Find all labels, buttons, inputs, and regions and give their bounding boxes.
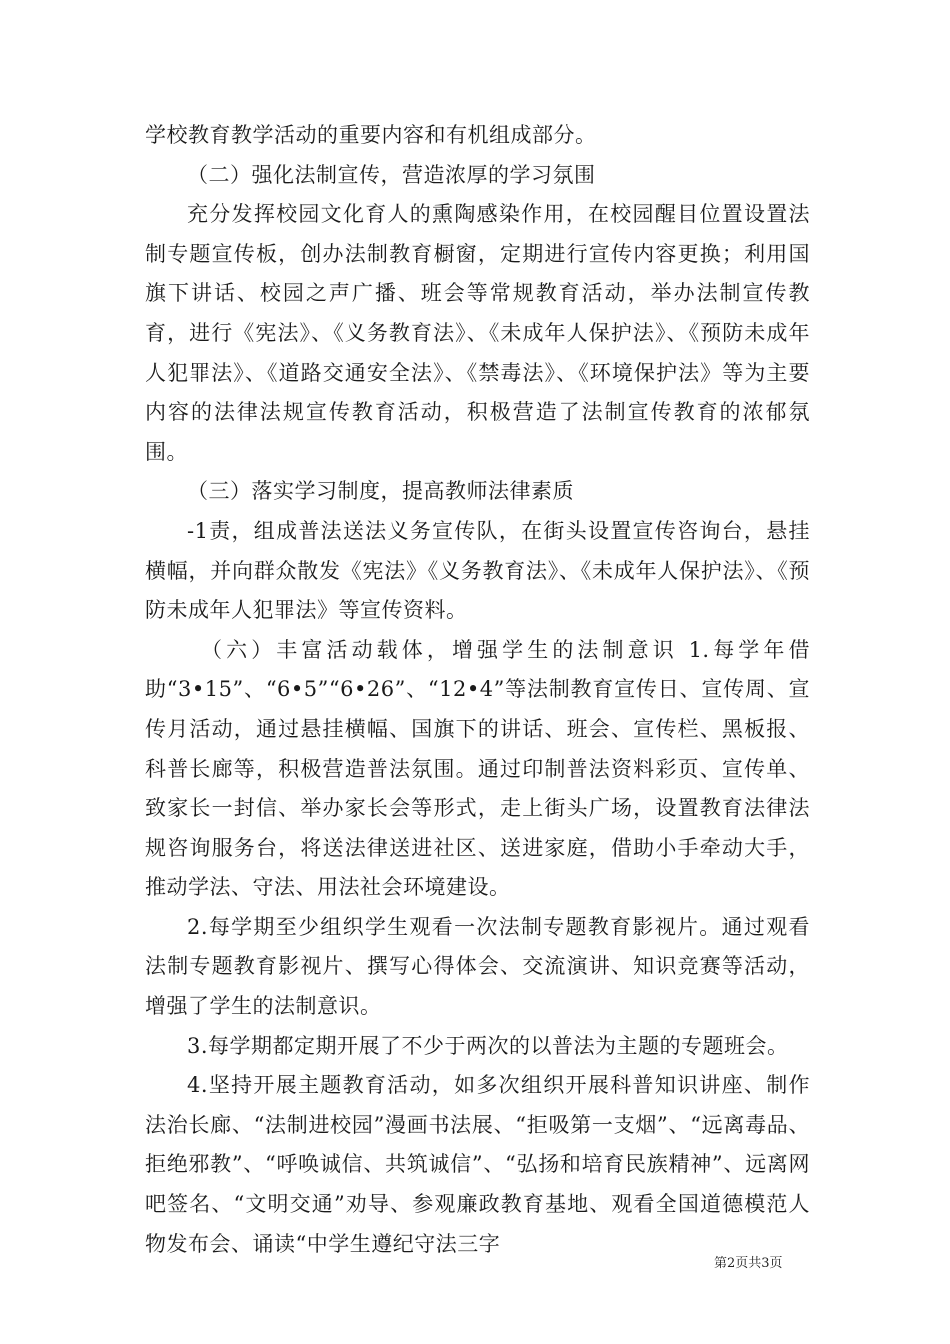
paragraph-item-4: 4.坚持开展主题教育活动，如多次组织开展科普知识讲座、制作法治长廊、“法制进校园”漫画书法展、“拒吸第一支烟”、“远离毒品、拒绝邪教”、“呼唤诚信、共筑诚信”、“弘扬和培育民族精神”、远离网吧签名、“文明交通”劝导、参观廉政教育基地、观看全国道德模范人物发布会、诵读“中学生遵纪守法三字 [145, 1073, 810, 1256]
paragraph-publicity: 充分发挥校园文化育人的熏陶感染作用，在校园醒目位置设置法制专题宣传板，创办法制教育橱窗，定期进行宣传内容更换；利用国旗下讲话、校园之声广播、班会等常规教育活动，举办法制宣传教育，进行《宪法》、《义务教育法》、《未成年人保护法》、《预防未成年人犯罪法》、《道路交通安全法》、《禁毒法》、《环境保护法》等为主要内容的法律法规宣传教育活动，积极营造了法制宣传教育的浓郁氛围。 [145, 202, 810, 464]
section-heading-2: （二）强化法制宣传，营造浓厚的学习氛围 [187, 162, 596, 187]
paragraph-item-3: 3.每学期都定期开展了不少于两次的以普法为主题的专题班会。 [187, 1033, 789, 1058]
paragraph-volunteer-team: -1责，组成普法送法义务宣传队，在街头设置宣传咨询台，悬挂横幅，并向群众散发《宪法》《义务教育法》、《未成年人保护法》、《预防未成年人犯罪法》等宣传资料。 [145, 518, 810, 623]
section-heading-6: （六）丰富活动载体，增强学生的法制意识 1.每学年借助“3•15”、“6•5”“6•26”、“12•4”等法制教育宣传日、宣传周、宣传月活动，通过悬挂横幅、国旗下的讲话、班会、宣传栏、黑板报、科普长廊等，积极营造普法氛围。通过印制普法资料彩页、宣传单、致家长一封信、举办家长会等形式，走上街头广场，设置教育法律法规咨询服务台，将送法律送进社区、送进家庭，借助小手牵动大手，推动学法、守法、用法社会环境建设。 [145, 637, 810, 900]
paragraph-continuation: 学校教育教学活动的重要内容和有机组成部分。 [145, 123, 597, 147]
document-body [145, 116, 810, 1264]
page-number-footer: 第2页共3页 [714, 1256, 783, 1271]
section-heading-3: （三）落实学习制度，提高教师法律素质 [187, 479, 574, 504]
paragraph-item-2: 2.每学期至少组织学生观看一次法制专题教育影视片。通过观看法制专题教育影视片、撰写心得体会、交流演讲、知识竞赛等活动，增强了学生的法制意识。 [145, 914, 810, 1019]
